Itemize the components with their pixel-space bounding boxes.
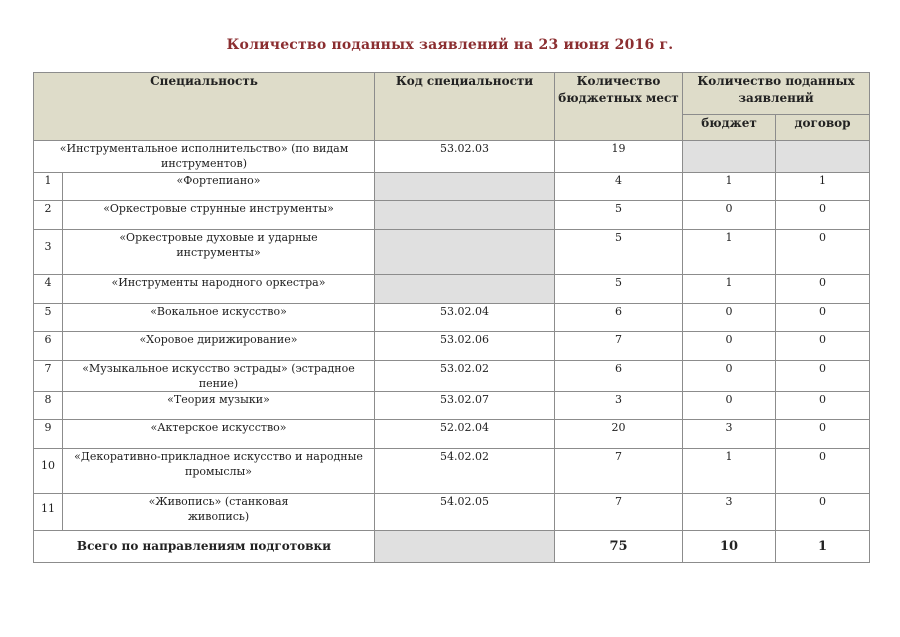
- row-code: 52.02.04: [375, 420, 555, 449]
- total-label: Всего по направлениям подготовки: [34, 531, 375, 563]
- row-code: 53.02.04: [375, 304, 555, 332]
- table-row: [34, 230, 870, 275]
- total-row: [34, 531, 870, 563]
- row-code: 53.02.06: [375, 332, 555, 361]
- row-contract: 0: [776, 449, 870, 494]
- row-contract: 0: [776, 392, 870, 420]
- row-number: 6: [34, 332, 63, 361]
- row-contract: 0: [776, 494, 870, 531]
- row-specialty: «Музыкальное искусство эстрады» (эстрадное пение): [63, 361, 375, 392]
- row-budget: 1: [683, 449, 776, 494]
- budget-places-header: Количество бюджетных мест: [555, 73, 683, 141]
- group-name: «Инструментальное исполнительство» (по видам инструментов): [34, 141, 375, 173]
- table-row: [34, 361, 870, 392]
- row-code: [375, 173, 555, 201]
- row-places: 7: [555, 449, 683, 494]
- applications-table: [33, 72, 870, 563]
- row-places: 6: [555, 361, 683, 392]
- row-places: 5: [555, 275, 683, 304]
- row-code: [375, 201, 555, 230]
- table-row: [34, 420, 870, 449]
- table-row: [34, 173, 870, 201]
- row-number: 2: [34, 201, 63, 230]
- total-contract: 1: [776, 531, 870, 563]
- row-budget: 3: [683, 494, 776, 531]
- row-code: 54.02.05: [375, 494, 555, 531]
- row-places: 7: [555, 494, 683, 531]
- row-budget: 0: [683, 361, 776, 392]
- row-number: 11: [34, 494, 63, 531]
- row-places: 3: [555, 392, 683, 420]
- row-places: 20: [555, 420, 683, 449]
- empty-cell: [776, 141, 870, 173]
- specialty-header: Специальность: [34, 73, 375, 141]
- row-budget: 1: [683, 275, 776, 304]
- row-budget: 1: [683, 230, 776, 275]
- row-places: 4: [555, 173, 683, 201]
- row-number: 8: [34, 392, 63, 420]
- row-budget: 1: [683, 173, 776, 201]
- row-code: [375, 230, 555, 275]
- row-specialty: «Живопись» (станковая живопись): [63, 494, 375, 531]
- row-specialty: «Фортепиано»: [63, 173, 375, 201]
- row-number: 9: [34, 420, 63, 449]
- row-contract: 0: [776, 230, 870, 275]
- table-row: [34, 392, 870, 420]
- row-number: 3: [34, 230, 63, 275]
- row-code: 54.02.02: [375, 449, 555, 494]
- row-budget: 0: [683, 392, 776, 420]
- row-specialty: «Теория музыки»: [63, 392, 375, 420]
- budget-header: бюджет: [683, 115, 776, 141]
- row-budget: 0: [683, 304, 776, 332]
- row-places: 5: [555, 201, 683, 230]
- total-budget: 10: [683, 531, 776, 563]
- contract-header: договор: [776, 115, 870, 141]
- row-specialty: «Инструменты народного оркестра»: [63, 275, 375, 304]
- table-row: [34, 449, 870, 494]
- row-budget: 0: [683, 332, 776, 361]
- row-places: 6: [555, 304, 683, 332]
- row-specialty: «Актерское искусство»: [63, 420, 375, 449]
- group-row: [34, 141, 870, 173]
- row-places: 7: [555, 332, 683, 361]
- row-budget: 3: [683, 420, 776, 449]
- row-contract: 0: [776, 332, 870, 361]
- row-code: 53.02.02: [375, 361, 555, 392]
- row-budget: 0: [683, 201, 776, 230]
- row-specialty: «Хоровое дирижирование»: [63, 332, 375, 361]
- row-contract: 0: [776, 361, 870, 392]
- row-specialty: «Декоративно-прикладное искусство и народные промыслы»: [63, 449, 375, 494]
- group-code: 53.02.03: [375, 141, 555, 173]
- group-places: 19: [555, 141, 683, 173]
- row-code: 53.02.07: [375, 392, 555, 420]
- table-row: [34, 275, 870, 304]
- row-code: [375, 275, 555, 304]
- row-number: 7: [34, 361, 63, 392]
- code-header: Код специальности: [375, 73, 555, 141]
- row-places: 5: [555, 230, 683, 275]
- row-number: 4: [34, 275, 63, 304]
- total-code: [375, 531, 555, 563]
- row-contract: 0: [776, 304, 870, 332]
- row-specialty: «Оркестровые струнные инструменты»: [63, 201, 375, 230]
- row-contract: 0: [776, 201, 870, 230]
- row-specialty: «Вокальное искусство»: [63, 304, 375, 332]
- total-places: 75: [555, 531, 683, 563]
- page-title: Количество поданных заявлений на 23 июня 2016 г.: [226, 37, 674, 53]
- row-number: 1: [34, 173, 63, 201]
- row-contract: 1: [776, 173, 870, 201]
- table-row: [34, 332, 870, 361]
- row-contract: 0: [776, 420, 870, 449]
- table-row: [34, 494, 870, 531]
- table-row: [34, 201, 870, 230]
- row-specialty: «Оркестровые духовые и ударные инструменты»: [63, 230, 375, 275]
- row-number: 10: [34, 449, 63, 494]
- empty-cell: [683, 141, 776, 173]
- row-number: 5: [34, 304, 63, 332]
- applications-header: Количество поданных заявлений: [683, 73, 870, 115]
- row-contract: 0: [776, 275, 870, 304]
- table-row: [34, 304, 870, 332]
